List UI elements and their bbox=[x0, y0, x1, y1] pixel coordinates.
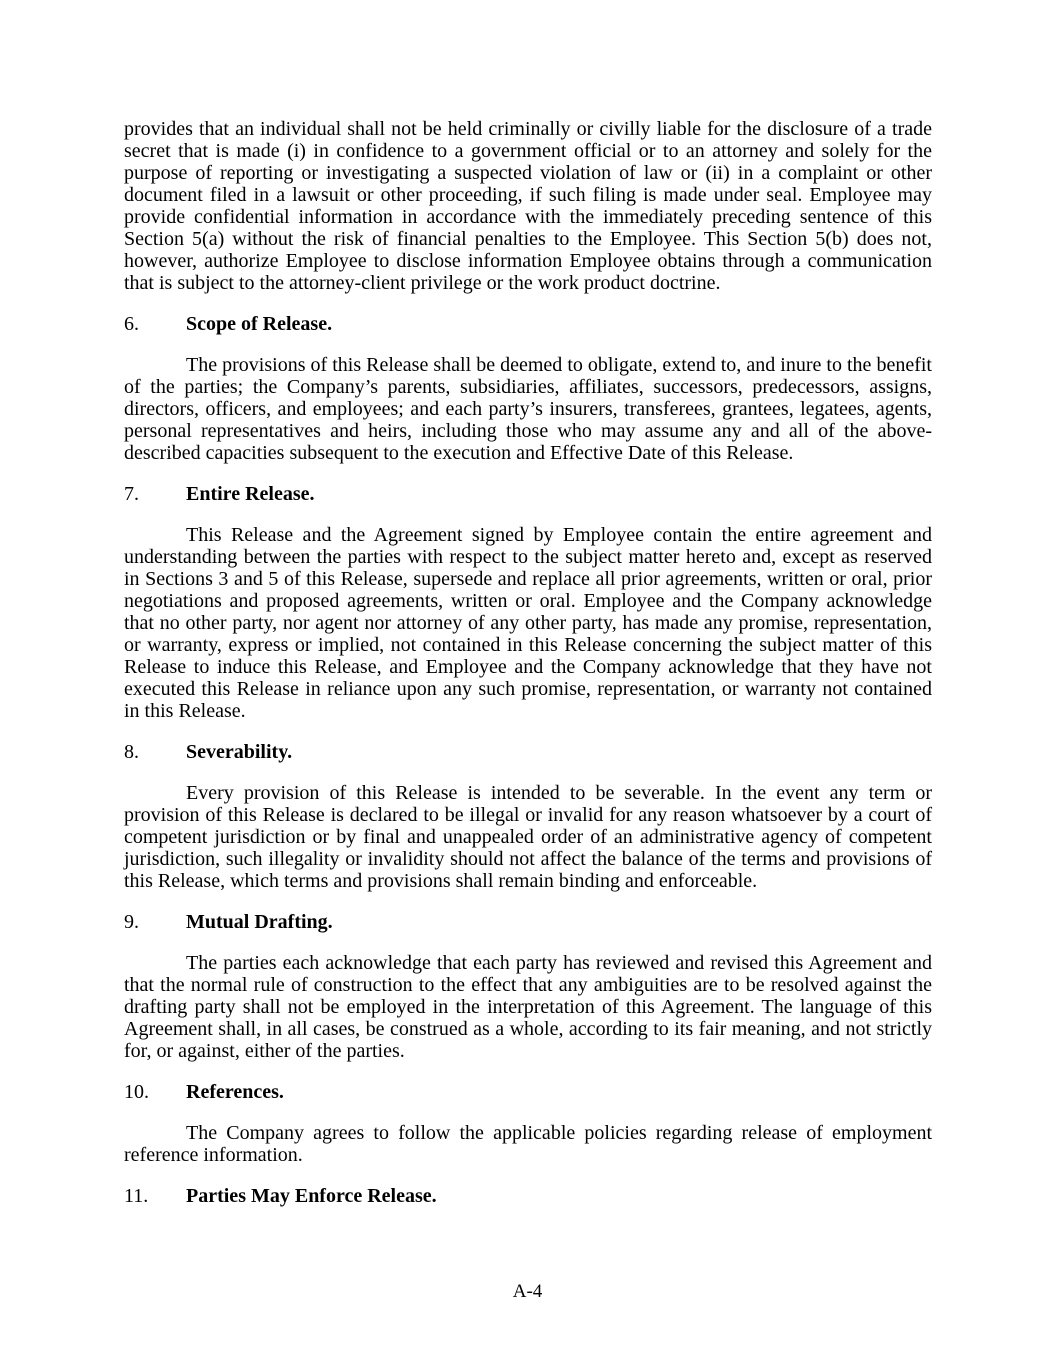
section bbox=[124, 911, 932, 1062]
section-title: References. bbox=[186, 1081, 284, 1103]
intro-paragraph: provides that an individual shall not be held criminally or civilly liable for the disclosure of a trade secret that is made (i) in confidence to a government official or to an attorney and solely for the purpose of reporting or investigating a suspected violation of law or (ii) in a complaint or other document filed in a lawsuit or other proceeding, if such filing is made under seal. Employee may provide confidential information in accordance with the immediately preceding sentence of this Section 5(a) without the risk of financial penalties to the Employee. This Section 5(b) does not, however, authorize Employee to disclose information Employee obtains through a communication that is subject to the attorney-client privilege or the work product doctrine. bbox=[124, 118, 932, 294]
section-title: Entire Release. bbox=[186, 483, 315, 505]
section-title: Parties May Enforce Release. bbox=[186, 1185, 437, 1207]
section-heading bbox=[124, 1185, 932, 1207]
section-number: 7. bbox=[124, 483, 139, 505]
section-body: The Company agrees to follow the applicable policies regarding release of employment reference information. bbox=[124, 1122, 932, 1166]
section-heading bbox=[124, 1081, 932, 1103]
section-number: 10. bbox=[124, 1081, 149, 1103]
document-page bbox=[124, 118, 932, 1226]
section-title: Scope of Release. bbox=[186, 313, 333, 335]
section bbox=[124, 741, 932, 892]
section-number: 11. bbox=[124, 1185, 149, 1207]
section bbox=[124, 1185, 932, 1207]
section bbox=[124, 1081, 932, 1166]
section-number: 6. bbox=[124, 313, 139, 335]
section-title: Severability. bbox=[186, 741, 293, 763]
section-number: 9. bbox=[124, 911, 139, 933]
section-title: Mutual Drafting. bbox=[186, 911, 333, 933]
section-body: This Release and the Agreement signed by Employee contain the entire agreement and understanding between the parties with respect to the subject matter hereto and, except as reserved in Sections 3 and 5 of this Release, supersede and replace all prior agreements, written or oral, prior negotiations and proposed agreements, written or oral. Employee and the Company acknowledge that no other party, nor agent nor attorney of any other party, has made any promise, representation, or warranty, express or implied, not contained in this Release concerning the subject matter of this Release to induce this Release, and Employee and the Company acknowledge that they have not executed this Release in reliance upon any such promise, representation, or warranty not contained in this Release. bbox=[124, 524, 932, 722]
page-number: A-4 bbox=[512, 1281, 543, 1302]
section bbox=[124, 313, 932, 464]
section bbox=[124, 483, 932, 722]
section-heading bbox=[124, 483, 932, 505]
section-heading bbox=[124, 911, 932, 933]
section-heading bbox=[124, 741, 932, 763]
sections bbox=[124, 313, 932, 1207]
section-body: The provisions of this Release shall be deemed to obligate, extend to, and inure to the benefit of the parties; the Company’s parents, subsidiaries, affiliates, successors, predecessors, assigns, directors, officers, and employees; and each party’s insurers, transferees, grantees, legatees, agents, personal representatives and heirs, including those who may assume any and all of the above-described capacities subsequent to the execution and Effective Date of this Release. bbox=[124, 354, 932, 464]
section-body: Every provision of this Release is intended to be severable. In the event any term or provision of this Release is declared to be illegal or invalid for any reason whatsoever by a court of competent jurisdiction or by final and unappealed order of an administrative agency of competent jurisdiction, such illegality or invalidity should not affect the balance of the terms and provisions of this Release, which terms and provisions shall remain binding and enforceable. bbox=[124, 782, 932, 892]
section-number: 8. bbox=[124, 741, 139, 763]
section-heading bbox=[124, 313, 932, 335]
section-body: The parties each acknowledge that each party has reviewed and revised this Agreement and that the normal rule of construction to the effect that any ambiguities are to be resolved against the drafting party shall not be employed in the interpretation of this Agreement. The language of this Agreement shall, in all cases, be construed as a whole, according to its fair meaning, and not strictly for, or against, either of the parties. bbox=[124, 952, 932, 1062]
